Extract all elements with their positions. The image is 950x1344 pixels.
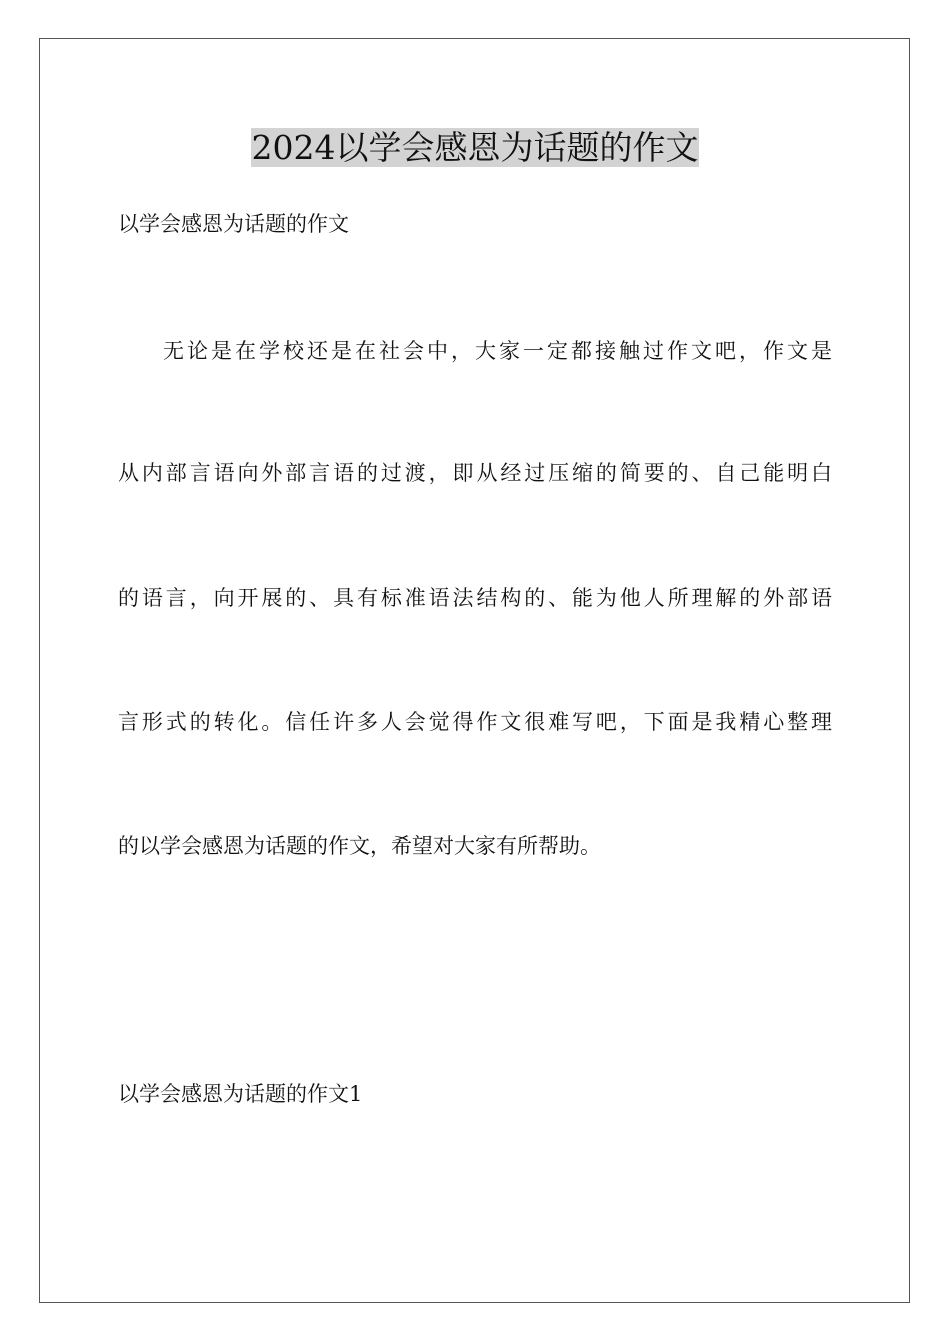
document-title [0,126,950,170]
intro-line-3: 的语言，向开展的、具有标准语法结构的、能为他人所理解的外部语 [118,586,832,610]
intro-line-4: 言形式的转化。信任许多人会觉得作文很难写吧，下面是我精心整理 [118,710,832,734]
document-title-text: 2024以学会感恩为话题的作文 [251,128,699,167]
intro-line-5: 的以学会感恩为话题的作文，希望对大家有所帮助。 [118,834,601,858]
document-subtitle: 以学会感恩为话题的作文 [118,212,349,236]
intro-line-2: 从内部言语向外部言语的过渡，即从经过压缩的简要的、自己能明白 [118,461,832,485]
intro-line-1: 无论是在学校还是在社会中，大家一定都接触过作文吧，作文是 [163,339,832,363]
section-heading: 以学会感恩为话题的作文1 [118,1082,363,1106]
